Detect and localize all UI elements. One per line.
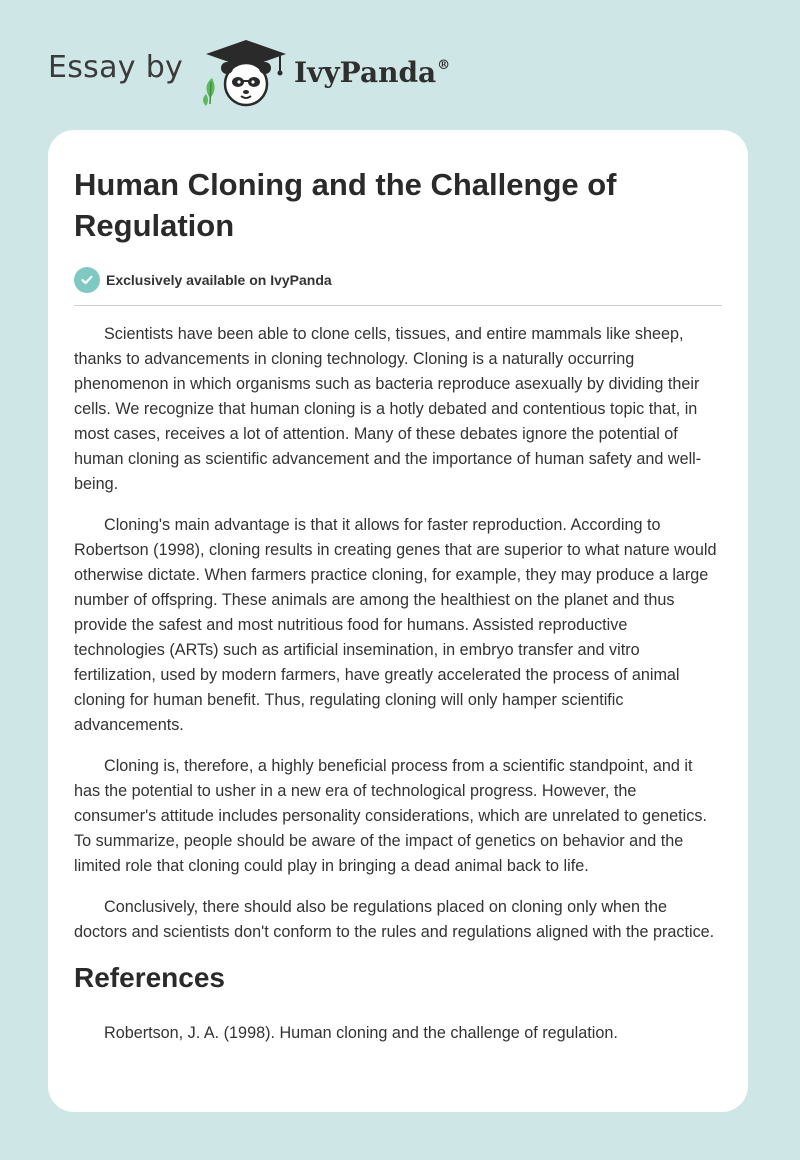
panda-logo-icon[interactable] [198, 38, 290, 108]
essay-by-label: Essay by [48, 50, 184, 85]
reference-item: Robertson, J. A. (1998). Human cloning and the challenge of regulation. [104, 1024, 618, 1042]
site-header [0, 0, 800, 130]
essay-card [48, 130, 748, 1112]
paragraph-1: Scientists have been able to clone cells, tissues, and entire mammals like sheep, thanks to advancements in cloning technology. Cloning is a naturally occurring phenomenon in which organisms such as bacteria reproduce asexually by dividing their cells. We recognize that human cloning is a hotly debated and contentious topic that, in most cases, receives a lot of attention. Many of these debates ignore the potential of human cloning as scientific advancement and the importance of human safety and well-being. [74, 325, 702, 493]
references-heading: References [74, 962, 225, 993]
divider [74, 305, 722, 306]
badge-label: Exclusively available on IvyPanda [106, 272, 332, 288]
paragraph-2: Cloning's main advantage is that it allows for faster reproduction. According to Robertson (1998), cloning results in creating genes that are superior to what nature would otherwise dictate. When farmers practice cloning, for example, they may produce a large number of offspring. These animals are among the healthiest on the planet and thus provide the safest and most nutritious food for humans. Assisted reproductive technologies (ARTs) such as artificial insemination, in embryo transfer and vitro fertilization, used by modern farmers, have greatly accelerated the process of animal cloning for human benefit. Thus, regulating cloning will only hamper scientific advancements. [74, 516, 717, 734]
paragraph-3: Cloning is, therefore, a highly beneficial process from a scientific standpoint, and it has the potential to usher in a new era of technological progress. However, the consumer's attitude includes personality considerations, which are unrelated to genetics. To summarize, people should be aware of the impact of genetics on behavior and the limited role that cloning could play in bringing a dead animal back to life. [74, 757, 707, 875]
ivypanda-brand[interactable]: IvyPanda® [294, 56, 451, 89]
page-title: Human Cloning and the Challenge of Regulation [74, 167, 617, 243]
exclusive-badge [74, 266, 722, 294]
check-icon [74, 267, 100, 293]
paragraph-4: Conclusively, there should also be regulations placed on cloning only when the doctors and scientists don't conform to the rules and regulations aligned with the practice. [74, 898, 715, 941]
